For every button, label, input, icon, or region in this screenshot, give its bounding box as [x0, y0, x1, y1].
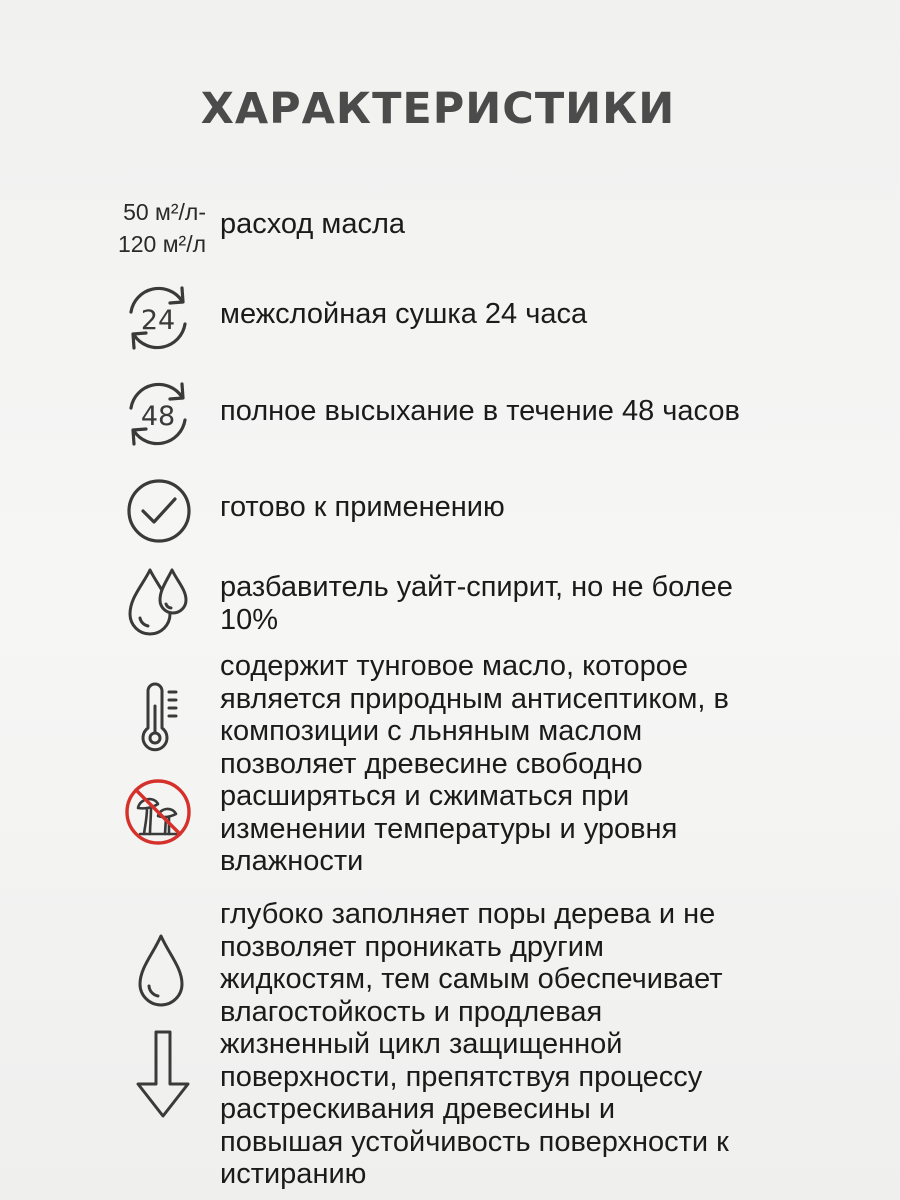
consumption-value — [78, 196, 206, 260]
feature-line: глубоко заполняет поры дерева и не — [220, 898, 716, 930]
feature-line: растрескивания древесины и — [220, 1093, 616, 1125]
consumption-line-2: 120 м²/л — [117, 231, 206, 257]
feature-consumption — [220, 208, 890, 241]
feature-line: композиции с льняным маслом — [220, 715, 643, 747]
feature-line: позволяет проникать другим — [220, 930, 604, 963]
no-fungus-icon — [122, 776, 194, 848]
feature-line: расход масла — [220, 208, 406, 240]
feature-line: межслойная сушка 24 часа — [220, 298, 588, 330]
feature-line: 10% — [220, 603, 279, 636]
feature-line: полное высыхание в течение 48 часов — [220, 395, 740, 427]
feature-line: поверхности, препятствуя процессу — [220, 1060, 703, 1093]
drop-icon — [136, 932, 186, 1010]
feature-ready — [220, 491, 890, 524]
arrow-down-icon — [132, 1028, 194, 1120]
feature-drying-48 — [220, 395, 890, 428]
feature-line: расширяться и сжиматься при — [220, 780, 630, 812]
two-drops-icon — [124, 564, 196, 640]
refresh-48-icon — [122, 378, 194, 450]
feature-line: разбавитель уайт-спирит, но не более — [220, 571, 733, 603]
feature-line: содержит тунговое масло, которое — [220, 650, 689, 682]
feature-line: является природным антисептиком, в — [220, 682, 729, 715]
feature-line: повышая устойчивость поверхности к — [220, 1125, 729, 1158]
check-circle-icon — [126, 478, 192, 544]
feature-drying-24 — [220, 298, 890, 331]
feature-line: истиранию — [220, 1158, 367, 1190]
feature-line: позволяет древесине свободно — [220, 747, 643, 780]
feature-tung-oil — [220, 650, 890, 878]
feature-pores — [220, 898, 890, 1191]
refresh-24-icon — [122, 282, 194, 354]
page-title: ХАРАКТЕРИСТИКИ — [200, 84, 676, 134]
feature-thinner — [220, 571, 890, 636]
thermometer-icon — [136, 682, 182, 754]
consumption-line-1: 50 м²/л- — [123, 199, 206, 225]
feature-line: влажности — [220, 845, 364, 877]
refresh-badge-24: 24 — [140, 305, 176, 336]
feature-line: влагостойкость и продлевая — [220, 995, 603, 1028]
feature-line: жидкостям, тем самым обеспечивает — [220, 963, 723, 995]
feature-line: жизненный цикл защищенной — [220, 1028, 623, 1060]
feature-line: готово к применению — [220, 491, 505, 523]
refresh-badge-48: 48 — [140, 401, 176, 432]
feature-line: изменении температуры и уровня — [220, 812, 678, 845]
